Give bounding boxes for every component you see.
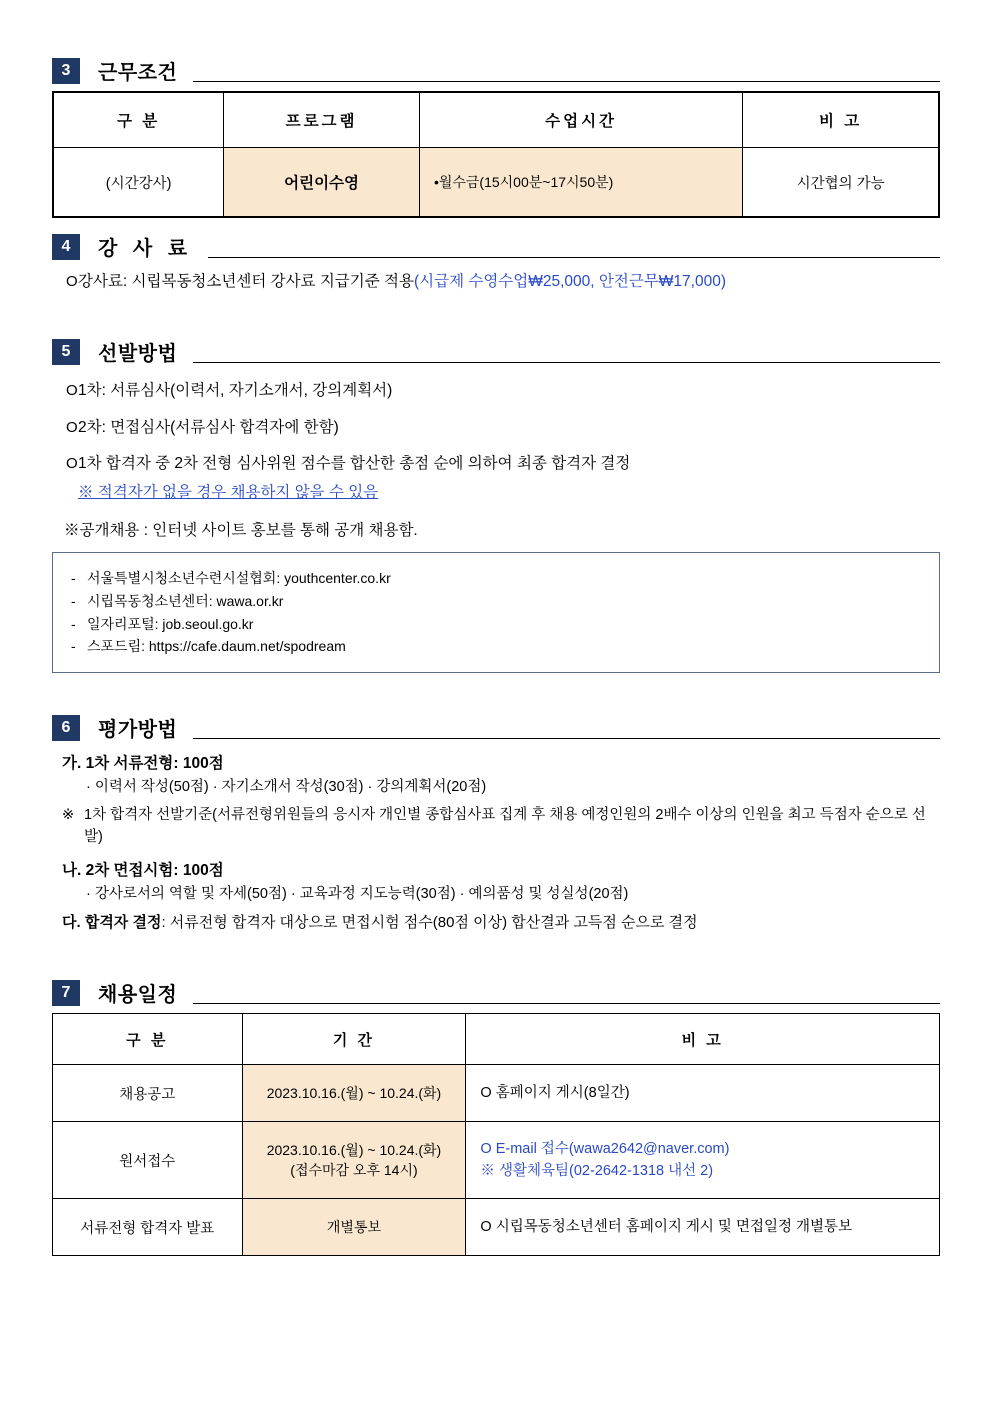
bullet-circle-icon: O (66, 273, 78, 290)
dash-marker: - (71, 593, 76, 610)
section-rule (208, 257, 940, 258)
cell-remark: 시간협의 가능 (743, 148, 939, 218)
cell-division: (시간강사) (53, 148, 224, 218)
work-conditions-table (52, 91, 940, 218)
list-item (52, 417, 940, 439)
schedule-table-wrap (52, 1013, 940, 1256)
eval-stage2-detail: · 강사로서의 역할 및 자세(50점) · 교육과정 지도능력(30점) · 예의품성 및 성실성(20점) (86, 885, 629, 902)
column-header-division: 구 분 (53, 1014, 243, 1065)
column-header-remark: 비 고 (466, 1014, 940, 1065)
section-number: 4 (52, 234, 80, 260)
section-header-work-conditions (52, 56, 940, 85)
site-item (71, 613, 921, 636)
cell-remark: O 홈페이지 게시(8일간) (466, 1065, 940, 1122)
fee-text (78, 271, 940, 293)
section-header-selection (52, 337, 940, 366)
section-header-evaluation (52, 713, 940, 742)
column-header-division: 구 분 (53, 92, 224, 148)
fee-content (52, 271, 940, 293)
remark-email-line: O E-mail 접수(wawa2642@naver.com) (480, 1140, 730, 1157)
cell-division: 채용공고 (53, 1065, 243, 1122)
dash-marker: - (71, 570, 76, 587)
section-number: 6 (52, 715, 80, 741)
cell-period-line1: 2023.10.16.(월) ~ 10.24.(화) (266, 1141, 442, 1158)
table-row (53, 1065, 940, 1122)
section-title: 근무조건 (98, 62, 178, 84)
list-item (52, 453, 940, 475)
eval-stage1-note-text: 1차 합격자 선발기준(서류전형위원들의 응시자 개인별 종합심사표 집계 후 채용 예정인원의 2배수 이상의 인원을 최고 득점자 순으로 선발) (84, 807, 926, 845)
section-rule (193, 81, 940, 82)
eval-decision-line (62, 912, 940, 935)
table-row (53, 1122, 940, 1199)
section-title: 선발방법 (98, 343, 178, 366)
list-item (52, 380, 940, 402)
selection-content (52, 380, 940, 540)
public-recruitment-note: ※공개채용 : 인터넷 사이트 홍보를 통해 공개 채용함. (64, 522, 418, 540)
cell-division: 원서접수 (53, 1122, 243, 1199)
site-label: 스포드림: https://cafe.daum.net/spodream (87, 638, 346, 655)
section-rule (193, 1003, 940, 1004)
list-item-label: 1차: 서류심사(이력서, 자기소개서, 강의계획서) (78, 382, 393, 400)
eval-decision-text: : 서류전형 합격자 대상으로 면접시험 점수(80점 이상) 합산결과 고득점 순으로 결정 (161, 913, 698, 931)
section-number: 7 (52, 980, 80, 1006)
cell-period: 개별통보 (242, 1199, 466, 1256)
fee-line (52, 271, 940, 293)
eval-decision-heading: 다. 합격자 결정 (62, 913, 162, 931)
list-item-label: 1차 합격자 중 2차 전형 심사위원 점수를 합산한 총점 순에 의하여 최종 합격자 결정 (78, 455, 631, 473)
cell-period (242, 1122, 466, 1199)
section-title: 강 사 료 (98, 238, 193, 260)
selection-warning-text: ※ 적격자가 없을 경우 채용하지 않을 수 있음 (78, 483, 379, 501)
remark-phone-line: ※ 생활체육팀(02-2642-1318 내선 2) (480, 1163, 714, 1180)
cell-class-time: •월수금(15시00분~17시50분) (419, 148, 742, 218)
site-item (71, 567, 921, 590)
section-title: 평가방법 (98, 719, 178, 742)
eval-stage1-heading: 가. 1차 서류전형: 100점 (62, 755, 224, 773)
table-header-row (53, 92, 939, 148)
site-label: 서울특별시청소년수련시설협회: youthcenter.co.kr (87, 570, 391, 587)
sites-box (52, 552, 940, 673)
table-row (53, 148, 939, 218)
dash-marker: - (71, 615, 76, 632)
eval-stage2-heading: 나. 2차 면접시험: 100점 (62, 861, 224, 879)
cell-program: 어린이수영 (224, 148, 420, 218)
dash-marker: - (71, 638, 76, 655)
bullet-circle-icon: O (66, 418, 78, 436)
column-header-program: 프로그램 (224, 92, 420, 148)
eval-stage1-detail: · 이력서 작성(50점) · 자기소개서 작성(30점) · 강의계획서(20점) (86, 779, 487, 796)
table-row (53, 1199, 940, 1256)
site-label: 시립목동청소년센터: wawa.or.kr (87, 593, 284, 610)
section-number: 3 (52, 58, 80, 84)
selection-warning-line (52, 482, 940, 504)
section-rule (193, 362, 940, 363)
column-header-period: 기 간 (242, 1014, 466, 1065)
fee-text-plain: 강사료: 시립목동청소년센터 강사료 지급기준 적용 (78, 273, 414, 290)
cell-remark (466, 1122, 940, 1199)
column-header-class-time: 수업시간 (419, 92, 742, 148)
list-item-label: 2차: 면접심사(서류심사 합격자에 한함) (78, 418, 339, 436)
schedule-table (52, 1013, 940, 1256)
bullet-circle-icon: O (66, 382, 78, 400)
cell-period-line2: (접수마감 오후 14시) (290, 1162, 418, 1179)
fee-text-highlight: (시급제 수영수업₩25,000, 안전근무₩17,000) (413, 273, 726, 290)
section-rule (193, 738, 940, 739)
section-number: 5 (52, 339, 80, 365)
section-title: 채용일정 (98, 984, 178, 1007)
evaluation-content (52, 752, 940, 934)
site-label: 일자리포털: job.seoul.go.kr (87, 615, 254, 632)
asterisk-icon: ※ (62, 807, 75, 824)
site-item (71, 590, 921, 613)
site-item (71, 635, 921, 658)
eval-stage1-note (62, 805, 940, 849)
cell-period: 2023.10.16.(월) ~ 10.24.(화) (242, 1065, 466, 1122)
cell-division: 서류전형 합격자 발표 (53, 1199, 243, 1256)
section-header-schedule (52, 978, 940, 1007)
section-header-fee (52, 232, 940, 261)
column-header-remark: 비 고 (743, 92, 939, 148)
table-header-row (53, 1014, 940, 1065)
cell-remark: O 시립목동청소년센터 홈페이지 게시 및 면접일정 개별통보 (466, 1199, 940, 1256)
bullet-circle-icon: O (66, 455, 78, 473)
